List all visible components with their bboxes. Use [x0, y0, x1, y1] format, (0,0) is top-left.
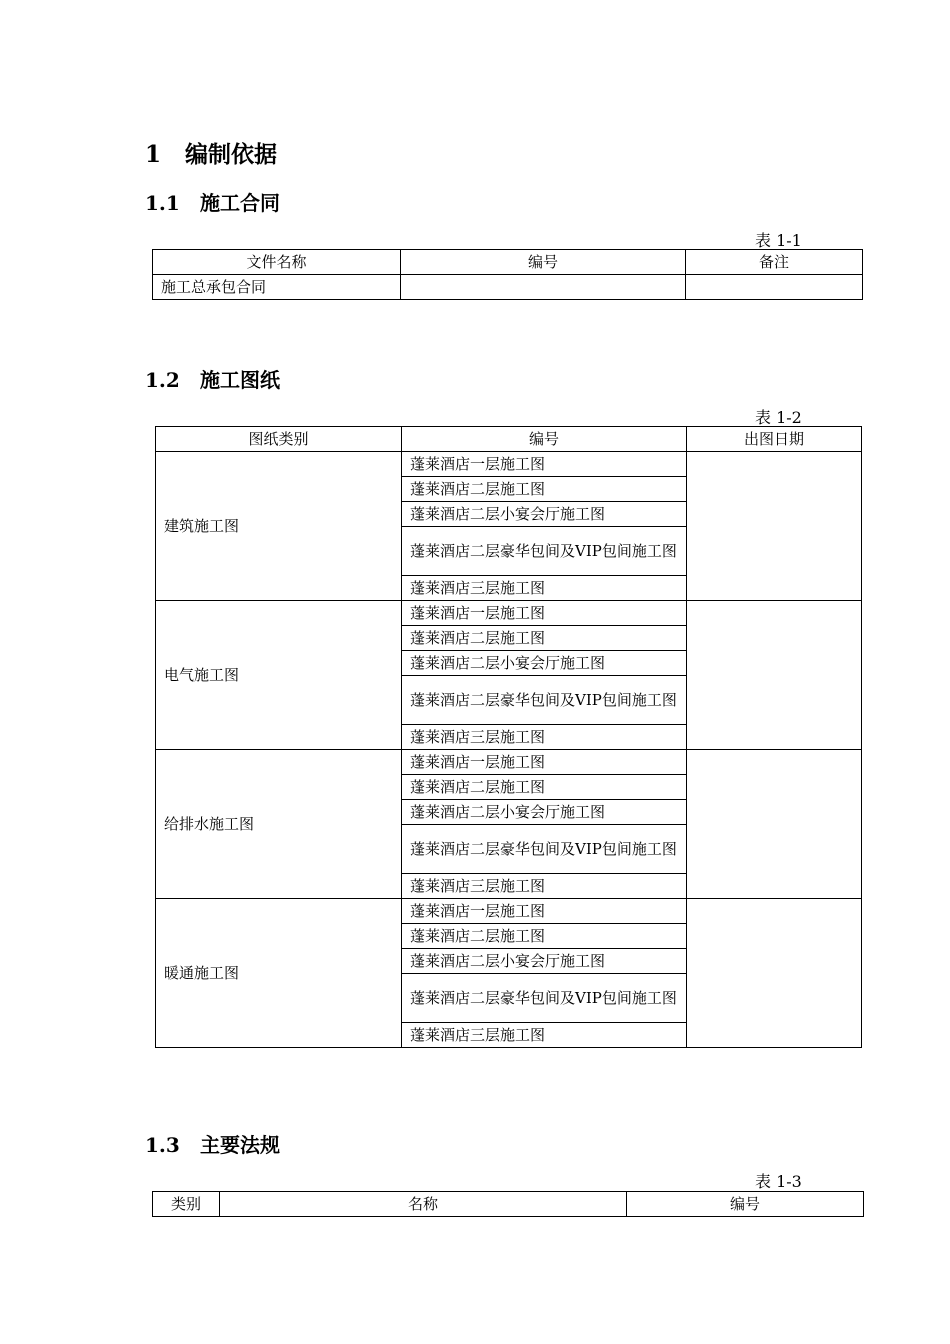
header-cell: 名称 — [220, 1192, 627, 1217]
drawing-number-cell: 蓬莱酒店二层豪华包间及VIP包间施工图 — [402, 527, 687, 576]
table-cell: 施工总承包合同 — [153, 275, 401, 300]
drawing-number-cell: 蓬莱酒店二层豪华包间及VIP包间施工图 — [402, 974, 687, 1023]
section-number: 1.1 — [145, 191, 180, 215]
section-title: 施工图纸 — [200, 368, 280, 392]
section-number: 1.2 — [145, 368, 180, 392]
table-row — [156, 452, 862, 477]
table-cell — [401, 275, 686, 300]
table-caption-1-3: 表 1-3 — [755, 1172, 802, 1191]
drawing-number-cell: 蓬莱酒店三层施工图 — [402, 725, 687, 750]
header-cell: 类别 — [153, 1192, 220, 1217]
table-caption-1-1: 表 1-1 — [755, 231, 802, 250]
drawing-number-cell: 蓬莱酒店二层小宴会厅施工图 — [402, 502, 687, 527]
drawing-number-cell: 蓬莱酒店二层施工图 — [402, 775, 687, 800]
header-cell: 备注 — [686, 250, 863, 275]
issue-date-cell — [687, 750, 862, 899]
drawing-number-cell: 蓬莱酒店二层小宴会厅施工图 — [402, 949, 687, 974]
category-cell: 给排水施工图 — [156, 750, 402, 899]
issue-date-cell — [687, 601, 862, 750]
table-row — [156, 601, 862, 626]
drawing-number-cell: 蓬莱酒店二层施工图 — [402, 477, 687, 502]
drawing-number-cell: 蓬莱酒店一层施工图 — [402, 452, 687, 477]
section-title: 编制依据 — [185, 141, 277, 168]
category-cell: 暖通施工图 — [156, 899, 402, 1048]
header-cell: 编号 — [402, 427, 687, 452]
section-number: 1 — [145, 141, 162, 168]
drawing-number-cell: 蓬莱酒店一层施工图 — [402, 899, 687, 924]
drawing-number-cell: 蓬莱酒店二层施工图 — [402, 626, 687, 651]
drawing-number-cell: 蓬莱酒店一层施工图 — [402, 601, 687, 626]
drawing-number-cell: 蓬莱酒店三层施工图 — [402, 1023, 687, 1048]
header-cell: 编号 — [627, 1192, 864, 1217]
drawings-table — [155, 426, 862, 1048]
table-row — [156, 899, 862, 924]
drawing-number-cell: 蓬莱酒店二层小宴会厅施工图 — [402, 800, 687, 825]
table-row — [153, 275, 863, 300]
regulations-table — [152, 1191, 864, 1217]
section-heading-1-2 — [145, 364, 280, 393]
header-cell: 出图日期 — [687, 427, 862, 452]
table-header-row — [153, 1192, 864, 1217]
header-cell: 文件名称 — [153, 250, 401, 275]
drawing-number-cell: 蓬莱酒店二层施工图 — [402, 924, 687, 949]
table-cell — [686, 275, 863, 300]
contract-table — [152, 249, 863, 300]
section-heading-1-1 — [145, 187, 280, 216]
drawing-number-cell: 蓬莱酒店二层小宴会厅施工图 — [402, 651, 687, 676]
section-number: 1.3 — [145, 1133, 180, 1157]
drawing-number-cell: 蓬莱酒店一层施工图 — [402, 750, 687, 775]
category-cell: 电气施工图 — [156, 601, 402, 750]
drawing-number-cell: 蓬莱酒店三层施工图 — [402, 576, 687, 601]
section-title: 施工合同 — [200, 191, 280, 215]
table-header-row — [153, 250, 863, 275]
category-cell: 建筑施工图 — [156, 452, 402, 601]
header-cell: 图纸类别 — [156, 427, 402, 452]
drawing-number-cell: 蓬莱酒店三层施工图 — [402, 874, 687, 899]
issue-date-cell — [687, 899, 862, 1048]
section-title: 主要法规 — [200, 1133, 280, 1157]
table-header-row — [156, 427, 862, 452]
table-caption-1-2: 表 1-2 — [755, 408, 802, 427]
drawing-number-cell: 蓬莱酒店二层豪华包间及VIP包间施工图 — [402, 825, 687, 874]
header-cell: 编号 — [401, 250, 686, 275]
drawing-number-cell: 蓬莱酒店二层豪华包间及VIP包间施工图 — [402, 676, 687, 725]
table-row — [156, 750, 862, 775]
section-heading-1-3 — [145, 1129, 280, 1158]
issue-date-cell — [687, 452, 862, 601]
section-heading-1 — [145, 136, 277, 169]
